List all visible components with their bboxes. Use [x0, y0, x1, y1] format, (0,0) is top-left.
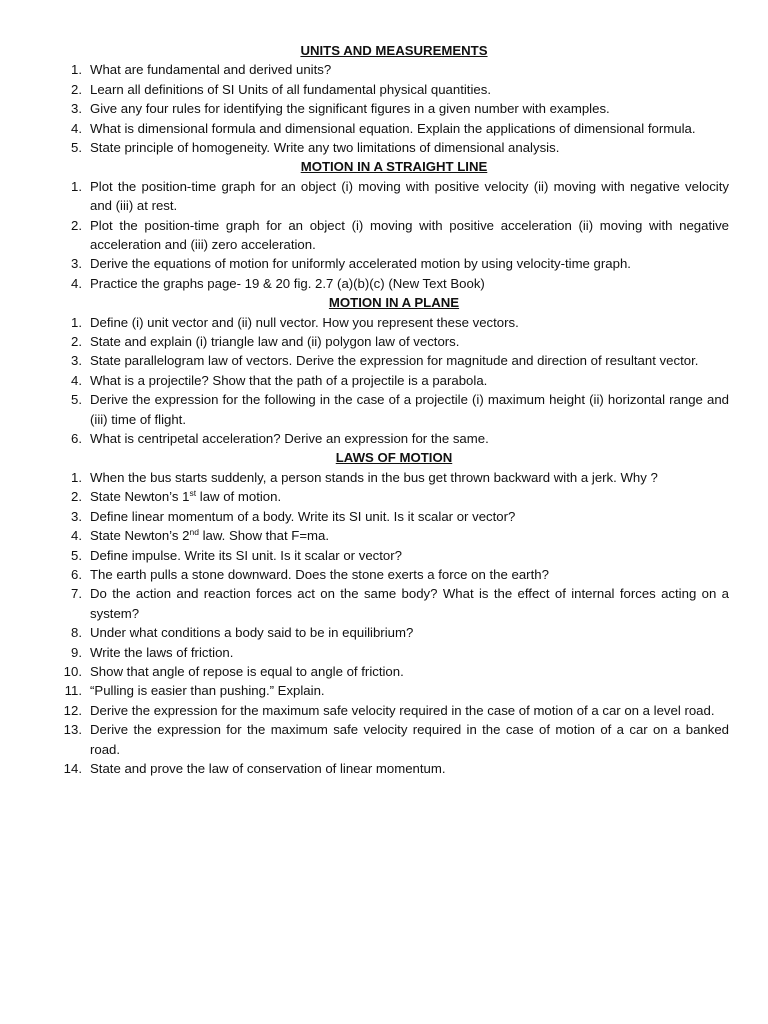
- section-heading: MOTION IN A STRAIGHT LINE: [300, 159, 488, 175]
- item-text: Derive the expression for the maximum safe velocity required in the case of motion of a car on a banked road.: [90, 722, 729, 757]
- item-text: State and prove the law of conservation of linear momentum.: [90, 760, 446, 776]
- list-item: [40, 565, 729, 584]
- list-item: [40, 371, 729, 390]
- item-number: 6.: [71, 566, 82, 582]
- section-heading: UNITS AND MEASUREMENTS: [300, 43, 488, 58]
- item-text: What is centripetal acceleration? Derive an expression for the same.: [90, 431, 489, 447]
- item-number: 10.: [63, 663, 82, 679]
- list-item: [40, 623, 729, 642]
- list-item: [40, 254, 729, 273]
- item-number: 13.: [63, 722, 82, 738]
- list-item: [40, 584, 729, 623]
- item-text: Define impulse. Write its SI unit. Is it scalar or vector?: [90, 547, 402, 563]
- item-number: 3.: [71, 508, 82, 524]
- ordinal-superscript: nd: [189, 527, 199, 538]
- item-text-before: State Newton’s 2: [90, 528, 190, 544]
- item-number: 4.: [71, 372, 82, 388]
- item-number: 1.: [71, 314, 82, 330]
- item-text: “Pulling is easier than pushing.” Explain.: [90, 683, 325, 699]
- item-number: 2.: [71, 334, 82, 350]
- section-heading: LAWS OF MOTION: [335, 450, 453, 466]
- item-text: State and explain (i) triangle law and (ii) polygon law of vectors.: [90, 334, 460, 350]
- list-item: [40, 643, 729, 662]
- item-text: What are fundamental and derived units?: [90, 62, 332, 78]
- item-text: What is a projectile? Show that the path of a projectile is a parabola.: [90, 372, 488, 388]
- item-number: 2.: [71, 81, 82, 97]
- item-number: 6.: [71, 431, 82, 447]
- item-text: [82, 487, 729, 506]
- question-list: [0, 468, 768, 779]
- item-text: Show that angle of repose is equal to angle of friction.: [90, 663, 404, 679]
- item-number: 8.: [71, 625, 82, 641]
- item-text: Learn all definitions of SI Units of all fundamental physical quantities.: [90, 81, 491, 97]
- item-number: 1.: [71, 469, 82, 485]
- item-text: Derive the expression for the following in the case of a projectile (i) maximum height (ii) horizontal range and (iii) time of flight.: [90, 392, 729, 427]
- list-item: [40, 80, 729, 99]
- item-number: 4.: [71, 275, 82, 291]
- list-item: [40, 662, 729, 681]
- list-item: [40, 720, 729, 759]
- section-units-measurements: [0, 41, 768, 157]
- item-text: Define linear momentum of a body. Write its SI unit. Is it scalar or vector?: [90, 508, 516, 524]
- list-item: [40, 119, 729, 138]
- list-item: [40, 274, 729, 293]
- item-number: 7.: [71, 586, 82, 602]
- item-number: 3.: [71, 101, 82, 117]
- item-number: 9.: [71, 644, 82, 660]
- list-item: [40, 487, 729, 506]
- list-item: [40, 681, 729, 700]
- item-text: Give any four rules for identifying the significant figures in a given number with examples.: [90, 101, 610, 117]
- list-item: [40, 60, 729, 79]
- question-list: [0, 60, 768, 157]
- list-item: [40, 390, 729, 429]
- item-number: 5.: [71, 392, 82, 408]
- item-text: Write the laws of friction.: [90, 644, 234, 660]
- item-text: Derive the expression for the maximum safe velocity required in the case of motion of a car on a level road.: [90, 702, 715, 718]
- item-text: Plot the position-time graph for an object (i) moving with positive velocity (ii) moving with negative velocity and (iii) at rest.: [90, 178, 729, 214]
- list-item: [40, 507, 729, 526]
- list-item: [40, 351, 729, 370]
- item-number: 12.: [63, 702, 82, 718]
- list-item: [40, 177, 729, 216]
- item-number: 5.: [71, 140, 82, 156]
- section-motion-straight-line: [0, 157, 768, 293]
- item-number: 11.: [64, 683, 82, 699]
- list-item: [40, 429, 729, 448]
- list-item: [40, 313, 729, 332]
- item-text: State principle of homogeneity. Write any two limitations of dimensional analysis.: [90, 140, 560, 156]
- item-number: 1.: [71, 178, 82, 194]
- item-number: 2.: [71, 217, 82, 233]
- section-motion-plane: [0, 293, 768, 448]
- question-list: [0, 313, 768, 449]
- item-number: 2.: [71, 489, 82, 505]
- item-text: Practice the graphs page- 19 & 20 fig. 2.7 (a)(b)(c) (New Text Book): [90, 275, 485, 291]
- item-number: 4.: [71, 528, 82, 544]
- list-item: [40, 138, 729, 157]
- item-text: Do the action and reaction forces act on the same body? What is the effect of internal forces acting on a system?: [90, 586, 729, 621]
- list-item: [40, 332, 729, 351]
- list-item: [40, 99, 729, 118]
- item-text: Plot the position-time graph for an object (i) moving with positive acceleration (ii) moving with negative acceleration and (iii) zero acceleration.: [90, 217, 729, 253]
- item-text: [82, 526, 729, 545]
- section-laws-of-motion: [0, 448, 768, 778]
- item-number: 1.: [71, 62, 82, 78]
- item-text: The earth pulls a stone downward. Does the stone exerts a force on the earth?: [90, 566, 549, 582]
- item-text: Define (i) unit vector and (ii) null vector. How you represent these vectors.: [90, 314, 519, 330]
- item-text: When the bus starts suddenly, a person stands in the bus get thrown backward with a jerk. Why ?: [90, 469, 658, 485]
- item-number: 3.: [71, 256, 82, 272]
- list-item: [40, 468, 729, 487]
- section-heading: MOTION IN A PLANE: [328, 295, 460, 311]
- item-text: State parallelogram law of vectors. Derive the expression for magnitude and direction of resultant vector.: [90, 353, 699, 369]
- item-text-before: State Newton’s 1: [90, 489, 190, 505]
- item-text-after: law. Show that F=ma.: [198, 528, 330, 544]
- item-text: Derive the equations of motion for uniformly accelerated motion by using velocity-time graph.: [90, 256, 631, 272]
- list-item: [40, 701, 729, 720]
- item-number: 4.: [71, 120, 82, 136]
- item-number: 14.: [63, 760, 82, 776]
- item-text-after: law of motion.: [196, 489, 282, 505]
- list-item: [40, 759, 729, 778]
- item-number: 5.: [71, 547, 82, 563]
- item-text: What is dimensional formula and dimensional equation. Explain the applications of dimensional formula.: [90, 120, 696, 136]
- list-item: [40, 526, 729, 545]
- list-item: [40, 546, 729, 565]
- ordinal-superscript: st: [189, 488, 197, 499]
- item-number: 3.: [71, 353, 82, 369]
- list-item: [40, 216, 729, 255]
- item-text: Under what conditions a body said to be in equilibrium?: [90, 625, 414, 641]
- question-list: [0, 177, 768, 293]
